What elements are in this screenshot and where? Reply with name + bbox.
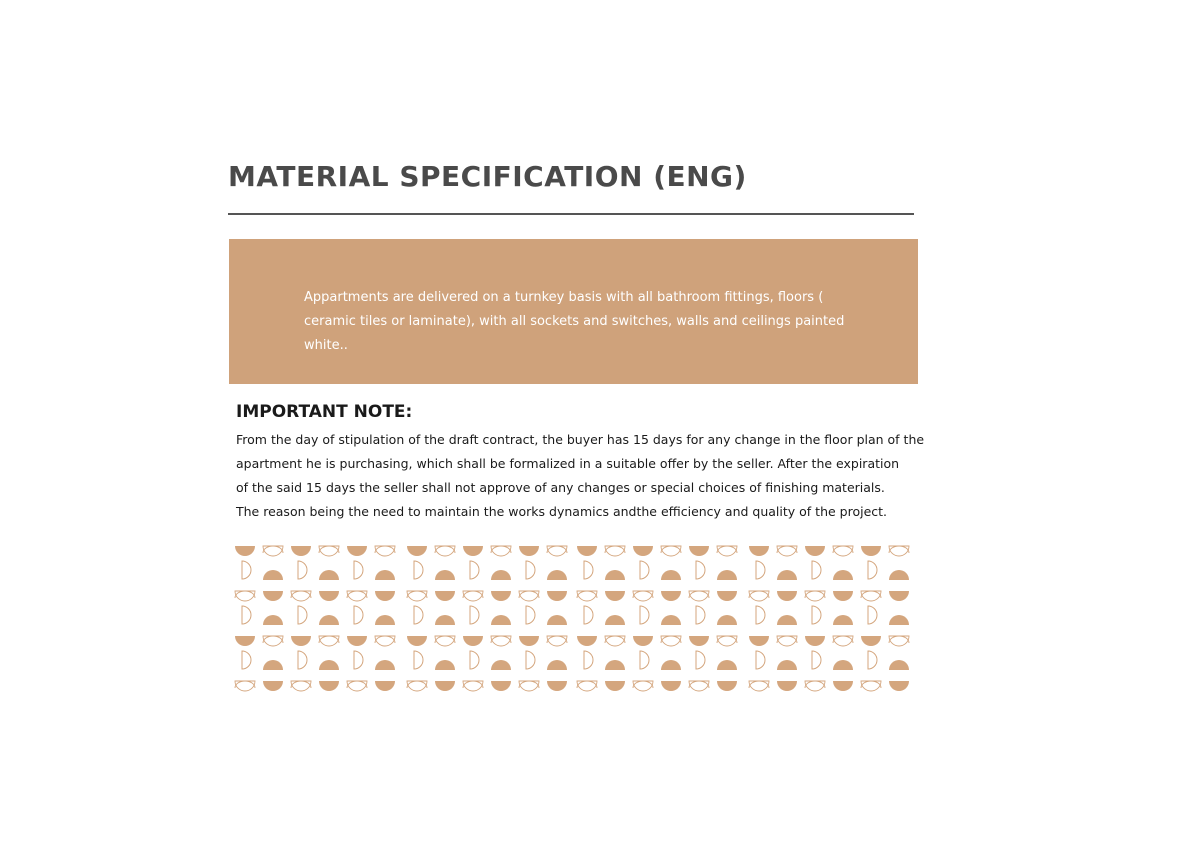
pattern-shape (435, 615, 455, 625)
pattern-shape (407, 591, 427, 598)
pattern-shape (375, 660, 395, 670)
pattern-shape (319, 570, 339, 580)
pattern-shape (526, 606, 535, 624)
pattern-shape (717, 636, 737, 643)
pattern-shape (633, 636, 653, 646)
pattern-shape (263, 660, 283, 670)
pattern-shape (354, 606, 363, 624)
pattern-shape (605, 615, 625, 625)
pattern-shape (470, 651, 479, 669)
pattern-shape (347, 591, 367, 598)
pattern-shape (833, 681, 853, 691)
pattern-shape (777, 636, 797, 643)
pattern-shape (235, 591, 255, 598)
pattern-shape (696, 561, 705, 579)
pattern-shape (756, 651, 765, 669)
pattern-shape (584, 606, 593, 624)
pattern-shape (577, 681, 597, 688)
pattern-shape (347, 546, 367, 556)
pattern-shape (756, 606, 765, 624)
intro-box (229, 239, 918, 384)
pattern-shape (605, 681, 625, 691)
pattern-shape (640, 606, 649, 624)
pattern-shape (491, 546, 511, 553)
pattern-shape (319, 546, 339, 553)
pattern-shape (812, 561, 821, 579)
pattern-shape (777, 570, 797, 580)
pattern-shape (777, 660, 797, 670)
pattern-shape (319, 636, 339, 643)
pattern-shape (470, 606, 479, 624)
pattern-shape (661, 570, 681, 580)
pattern-shape (547, 546, 567, 553)
pattern-shape (605, 660, 625, 670)
pattern-shape (263, 546, 283, 553)
pattern-shape (298, 651, 307, 669)
pattern-shape (491, 681, 511, 691)
pattern-shape (319, 591, 339, 601)
pattern-shape (263, 681, 283, 691)
pattern-shape (833, 570, 853, 580)
pattern-shape (661, 546, 681, 553)
pattern-shape (375, 546, 395, 553)
pattern-shape (547, 681, 567, 691)
page-title: MATERIAL SPECIFICATION (ENG) (228, 160, 747, 193)
pattern-shape (689, 546, 709, 556)
pattern-shape (414, 651, 423, 669)
pattern-shape (354, 561, 363, 579)
pattern-shape (777, 681, 797, 691)
pattern-shape (375, 681, 395, 691)
pattern-shape (463, 546, 483, 556)
pattern-shape (491, 636, 511, 643)
pattern-shape (749, 636, 769, 646)
pattern-shape (263, 570, 283, 580)
pattern-shape (435, 660, 455, 670)
pattern-shape (605, 591, 625, 601)
pattern-shape (749, 591, 769, 598)
pattern-shape (868, 651, 877, 669)
pattern-shape (491, 591, 511, 601)
pattern-shape (519, 546, 539, 556)
pattern-shape (519, 681, 539, 688)
pattern-shape (347, 681, 367, 688)
pattern-shape (435, 570, 455, 580)
pattern-shape (407, 681, 427, 688)
pattern-shape (633, 681, 653, 688)
pattern-shape (547, 660, 567, 670)
pattern-shape (235, 681, 255, 688)
pattern-shape (291, 591, 311, 598)
pattern-shape (689, 636, 709, 646)
note-line: From the day of stipulation of the draft contract, the buyer has 15 days for any change in the floor plan of the (236, 432, 925, 447)
pattern-shape (584, 561, 593, 579)
pattern-shape (749, 546, 769, 556)
pattern-shape (605, 570, 625, 580)
pattern-shape (463, 591, 483, 598)
pattern-shape (661, 636, 681, 643)
pattern-shape (435, 681, 455, 691)
pattern-shape (777, 546, 797, 553)
important-note-heading: IMPORTANT NOTE: (236, 402, 413, 422)
pattern-shape (547, 636, 567, 643)
pattern-shape (375, 591, 395, 601)
pattern-shape (577, 591, 597, 598)
pattern-shape (547, 570, 567, 580)
note-line: The reason being the need to maintain the works dynamics andthe efficiency and quality of the project. (236, 504, 888, 519)
pattern-shape (661, 591, 681, 601)
pattern-shape (805, 681, 825, 688)
pattern-shape (584, 651, 593, 669)
pattern-shape (375, 615, 395, 625)
half-circle-pattern-icon (232, 543, 912, 695)
pattern-shape (291, 636, 311, 646)
pattern-shape (777, 615, 797, 625)
pattern-shape (407, 546, 427, 556)
pattern-shape (435, 546, 455, 553)
pattern-shape (291, 546, 311, 556)
pattern-shape (298, 561, 307, 579)
pattern-shape (889, 546, 909, 553)
note-line: apartment he is purchasing, which shall be formalized in a suitable offer by the seller. After the expiration (236, 456, 900, 471)
pattern-shape (833, 660, 853, 670)
pattern-shape (435, 591, 455, 601)
pattern-shape (633, 546, 653, 556)
pattern-shape (661, 615, 681, 625)
pattern-shape (491, 570, 511, 580)
pattern-shape (235, 636, 255, 646)
pattern-shape (661, 681, 681, 691)
pattern-shape (889, 570, 909, 580)
pattern-shape (491, 615, 511, 625)
pattern-shape (242, 606, 251, 624)
pattern-shape (689, 591, 709, 598)
pattern-shape (717, 660, 737, 670)
pattern-shape (319, 681, 339, 691)
pattern-shape (833, 615, 853, 625)
pattern-shape (696, 651, 705, 669)
pattern-shape (777, 591, 797, 601)
pattern-shape (861, 636, 881, 646)
pattern-shape (547, 615, 567, 625)
pattern-shape (547, 591, 567, 601)
pattern-shape (868, 561, 877, 579)
pattern-shape (756, 561, 765, 579)
pattern-shape (526, 651, 535, 669)
pattern-shape (889, 615, 909, 625)
pattern-shape (347, 636, 367, 646)
pattern-shape (407, 636, 427, 646)
pattern-shape (805, 636, 825, 646)
pattern-shape (526, 561, 535, 579)
pattern-shape (868, 606, 877, 624)
pattern-shape (577, 636, 597, 646)
pattern-shape (812, 651, 821, 669)
pattern-shape (661, 660, 681, 670)
pattern-shape (375, 636, 395, 643)
pattern-shape (717, 591, 737, 601)
pattern-shape (861, 546, 881, 556)
pattern-shape (414, 606, 423, 624)
pattern-shape (375, 570, 395, 580)
pattern-shape (414, 561, 423, 579)
pattern-shape (605, 636, 625, 643)
pattern-shape (805, 546, 825, 556)
pattern-shape (640, 561, 649, 579)
pattern-shape (470, 561, 479, 579)
pattern-shape (889, 636, 909, 643)
pattern-shape (463, 681, 483, 688)
pattern-shape (833, 636, 853, 643)
pattern-shape (861, 591, 881, 598)
pattern-shape (519, 591, 539, 598)
pattern-shape (263, 636, 283, 643)
intro-text: Appartments are delivered on a turnkey basis with all bathroom fittings, floors ( ceramic tiles or laminate), with all sockets and switches, walls and ceilings painted white.. (304, 290, 845, 353)
pattern-shape (889, 681, 909, 691)
pattern-shape (319, 615, 339, 625)
pattern-shape (833, 546, 853, 553)
title-divider (228, 213, 914, 215)
pattern-shape (235, 546, 255, 556)
pattern-shape (812, 606, 821, 624)
pattern-shape (633, 591, 653, 598)
pattern-shape (717, 681, 737, 691)
pattern-shape (605, 546, 625, 553)
pattern-shape (463, 636, 483, 646)
pattern-shape (696, 606, 705, 624)
pattern-shape (889, 591, 909, 601)
pattern-shape (242, 561, 251, 579)
pattern-shape (749, 681, 769, 688)
pattern-shape (435, 636, 455, 643)
pattern-shape (889, 660, 909, 670)
pattern-shape (717, 546, 737, 553)
pattern-shape (242, 651, 251, 669)
pattern-shape (354, 651, 363, 669)
pattern-shape (298, 606, 307, 624)
pattern-shape (805, 591, 825, 598)
pattern-shape (519, 636, 539, 646)
pattern-shape (491, 660, 511, 670)
pattern-shape (717, 570, 737, 580)
pattern-shape (833, 591, 853, 601)
pattern-shape (263, 615, 283, 625)
pattern-shape (640, 651, 649, 669)
pattern-shape (291, 681, 311, 688)
pattern-shape (577, 546, 597, 556)
pattern-shape (263, 591, 283, 601)
note-line: of the said 15 days the seller shall not approve of any changes or special choices of finishing materials. (236, 480, 885, 495)
important-note-body (236, 428, 924, 524)
pattern-shape (319, 660, 339, 670)
pattern-shape (689, 681, 709, 688)
pattern-shape (717, 615, 737, 625)
pattern-shape (861, 681, 881, 688)
